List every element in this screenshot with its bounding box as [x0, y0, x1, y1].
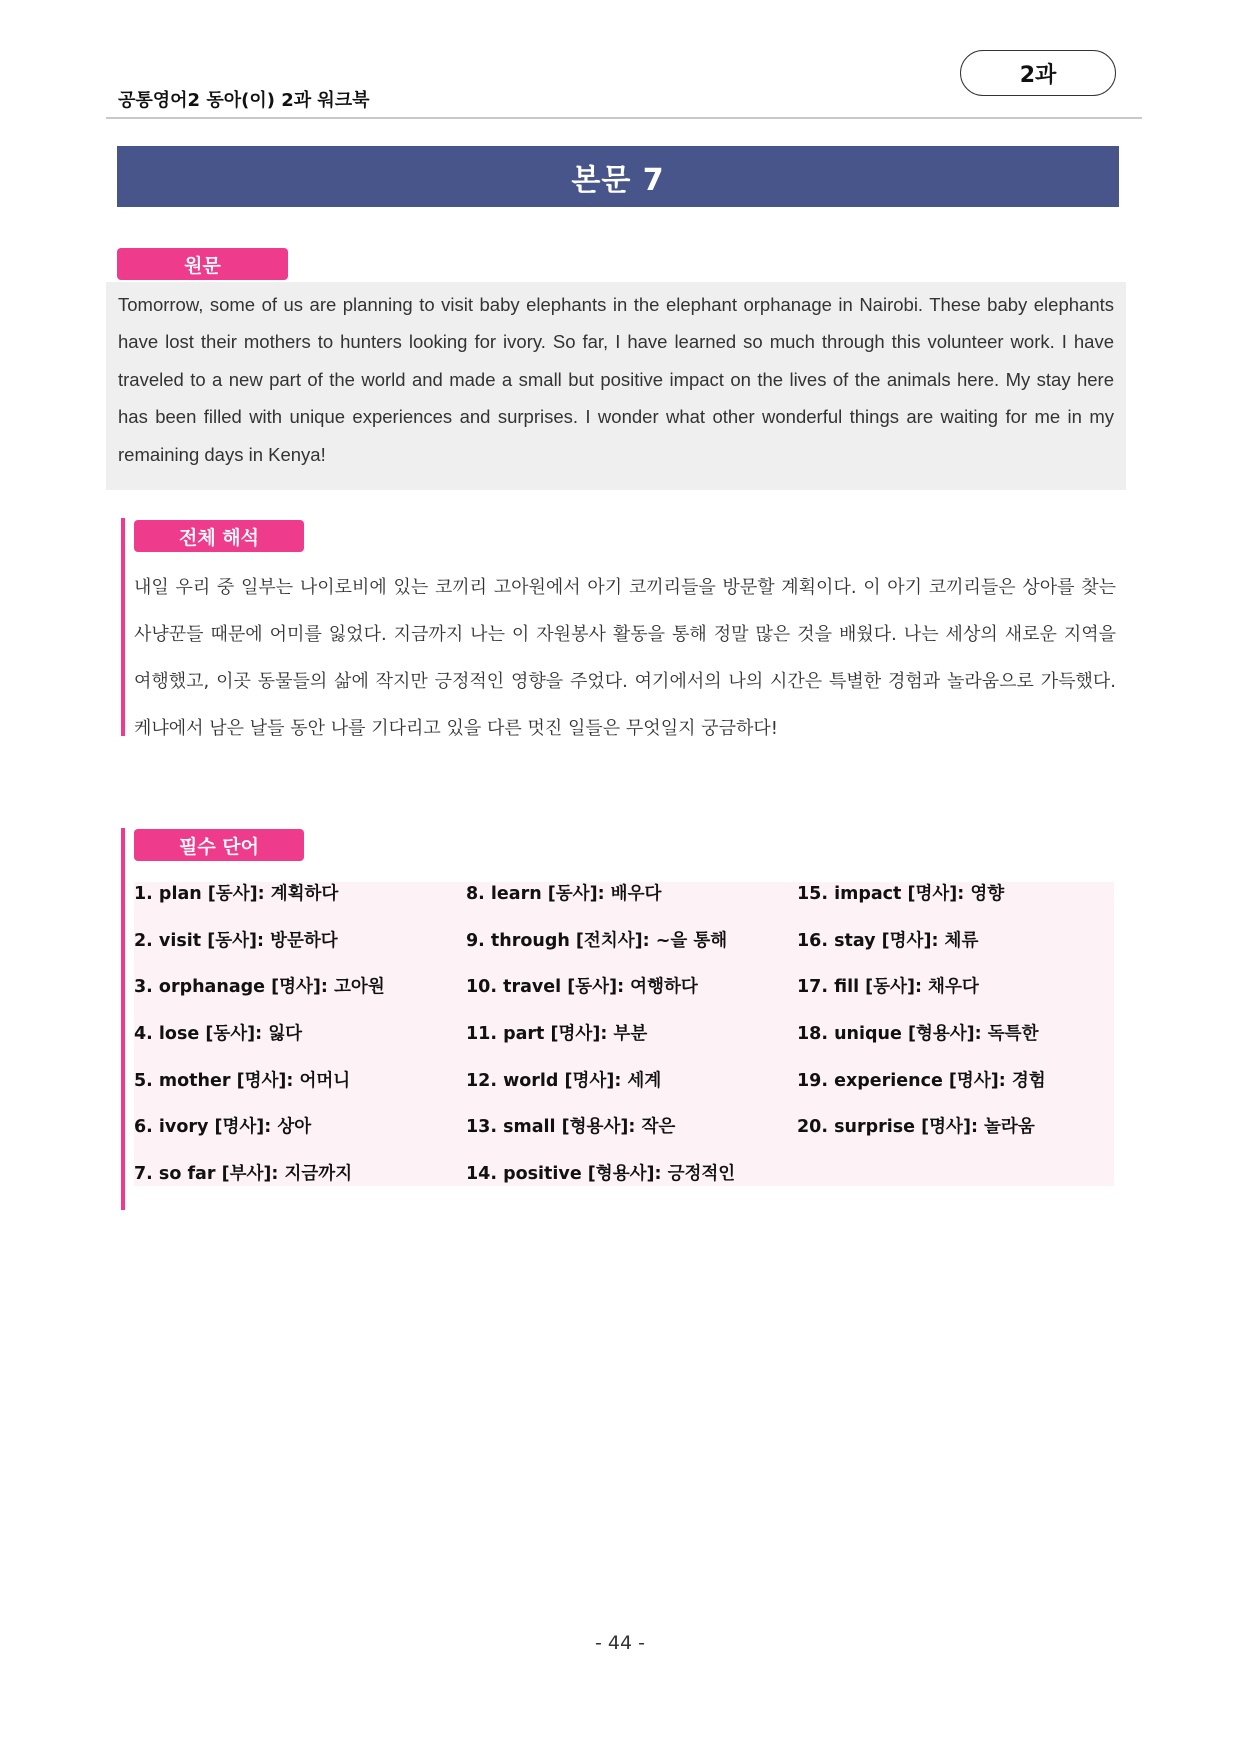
vocab-item: 16. stay [명사]: 체류: [797, 930, 979, 951]
vocab-item: 18. unique [형용사]: 독특한: [797, 1024, 1039, 1045]
vocab-item: 6. ivory [명사]: 상아: [134, 1117, 312, 1138]
original-label: 원문: [117, 248, 288, 280]
translation-label: 전체 해석: [134, 520, 304, 552]
vocab-item: 4. lose [동사]: 잃다: [134, 1024, 303, 1045]
lesson-badge: 2과: [960, 50, 1116, 96]
vocab-column-2: [466, 880, 735, 1207]
vocab-item: 17. fill [동사]: 채우다: [797, 977, 979, 998]
vocab-item: 10. travel [동사]: 여행하다: [466, 977, 698, 998]
vocab-column-3: [797, 880, 1046, 1160]
page-number: - 44 -: [595, 1632, 645, 1654]
vocab-item: 3. orphanage [명사]: 고아원: [134, 977, 385, 998]
vocab-item: 2. visit [동사]: 방문하다: [134, 930, 338, 951]
vocab-item: 8. learn [동사]: 배우다: [466, 884, 662, 904]
vocab-item: 9. through [전치사]: ~을 통해: [466, 930, 728, 951]
vocab-item: 1. plan [동사]: 계획하다: [134, 884, 339, 904]
vocab-item: 20. surprise [명사]: 놀라움: [797, 1117, 1035, 1138]
translation-accent-bar: [121, 518, 125, 736]
vocab-item: 13. small [형용사]: 작은: [466, 1117, 676, 1138]
vocab-item: 19. experience [명사]: 경험: [797, 1070, 1046, 1091]
vocab-item: 7. so far [부사]: 지금까지: [134, 1164, 353, 1185]
vocab-item: 12. world [명사]: 세계: [466, 1070, 662, 1091]
vocab-accent-bar: [121, 828, 125, 1210]
vocab-label: 필수 단어: [134, 829, 304, 861]
vocab-column-1: [134, 880, 385, 1207]
original-text: Tomorrow, some of us are planning to visit baby elephants in the elephant orphanage in Nairobi. These baby elephants have lost their mothers to hunters looking for ivory. So far, I have learned so much through this volunteer work. I have traveled to a new part of the world and made a small but positive impact on the lives of the animals here. My stay here has been filled with unique experiences and surprises. I wonder what other wonderful things are waiting for me in my remaining days in Kenya!: [118, 294, 1114, 465]
section-title: 본문 7: [117, 146, 1119, 207]
header-divider: [106, 117, 1142, 119]
translation-text: 내일 우리 중 일부는 나이로비에 있는 코끼리 고아원에서 아기 코끼리들을 방문할 계획이다. 이 아기 코끼리들은 상아를 찾는 사냥꾼들 때문에 어미를 잃었다. 지금까지 나는 이 자원봉사 활동을 통해 정말 많은 것을 배웠다. 나는 세상의 새로운 지역을 여행했고, 이곳 동물들의 삶에 작지만 긍정적인 영향을 주었다. 여기에서의 나의 시간은 특별한 경험과 놀라움으로 가득했다. 케냐에서 남은 날들 동안 나를 기다리고 있을 다른 멋진 일들은 무엇일지 궁금하다!: [134, 577, 1116, 739]
vocab-item: 14. positive [형용사]: 긍정적인: [466, 1164, 736, 1185]
workbook-title: 공통영어2 동아(이) 2과 워크북: [118, 90, 370, 111]
vocab-item: 5. mother [명사]: 어머니: [134, 1070, 351, 1091]
vocab-item: 11. part [명사]: 부분: [466, 1024, 648, 1045]
vocab-item: 15. impact [명사]: 영향: [797, 884, 1005, 904]
